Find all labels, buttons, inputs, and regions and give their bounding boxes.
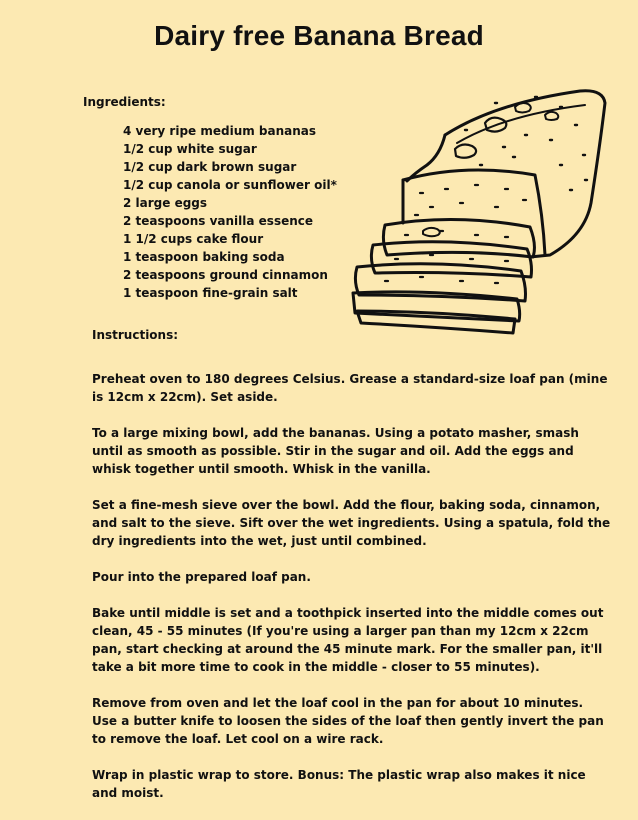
ingredient-item: 2 large eggs: [123, 196, 208, 210]
ingredient-item: 1/2 cup white sugar: [123, 142, 257, 156]
ingredient-item: 1 teaspoon fine-grain salt: [123, 286, 298, 300]
instruction-step: Preheat oven to 180 degrees Celsius. Grease a standard-size loaf pan (mine is 12cm x 22cm). Set aside.: [92, 372, 608, 404]
ingredient-item: 4 very ripe medium bananas: [123, 124, 317, 138]
instructions-steps: [92, 370, 612, 820]
ingredient-item: 1 1/2 cups cake flour: [123, 232, 264, 246]
instruction-step: Wrap in plastic wrap to store. Bonus: The plastic wrap also makes it nice and moist.: [92, 768, 586, 800]
ingredient-item: 1/2 cup dark brown sugar: [123, 160, 297, 174]
instructions-heading: Instructions:: [92, 328, 179, 342]
ingredient-item: 1 teaspoon baking soda: [123, 250, 285, 264]
ingredient-item: 2 teaspoons ground cinnamon: [123, 268, 328, 282]
ingredients-list: [123, 122, 337, 302]
instruction-step: Set a fine-mesh sieve over the bowl. Add the flour, baking soda, cinnamon, and salt to the sieve. Sift over the wet ingredients. Using a spatula, fold the dry ingredients into the wet, just until combined.: [92, 498, 611, 548]
instruction-step: Bake until middle is set and a toothpick inserted into the middle comes out clean, 45 - 55 minutes (If you're using a larger pan than my 12cm x 22cm pan, start checking at around the 45 minute mark. For the smaller pan, it'll take a bit more time to cook in the middle - closer to 55 minutes).: [92, 606, 604, 674]
ingredient-item: 1/2 cup canola or sunflower oil*: [123, 178, 337, 192]
ingredients-heading: Ingredients:: [83, 95, 166, 109]
instruction-step: Pour into the prepared loaf pan.: [92, 570, 311, 584]
page-title: Dairy free Banana Bread: [154, 20, 484, 51]
banana-bread-illustration: [345, 85, 610, 343]
instruction-step: Remove from oven and let the loaf cool in the pan for about 10 minutes. Use a butter knife to loosen the sides of the loaf then gently invert the pan to remove the loaf. Let cool on a wire rack.: [92, 696, 604, 746]
ingredient-item: 2 teaspoons vanilla essence: [123, 214, 314, 228]
instruction-step: To a large mixing bowl, add the bananas. Using a potato masher, smash until as smooth as possible. Stir in the sugar and oil. Add the eggs and whisk together until smooth. Whisk in the vanilla.: [92, 426, 579, 476]
